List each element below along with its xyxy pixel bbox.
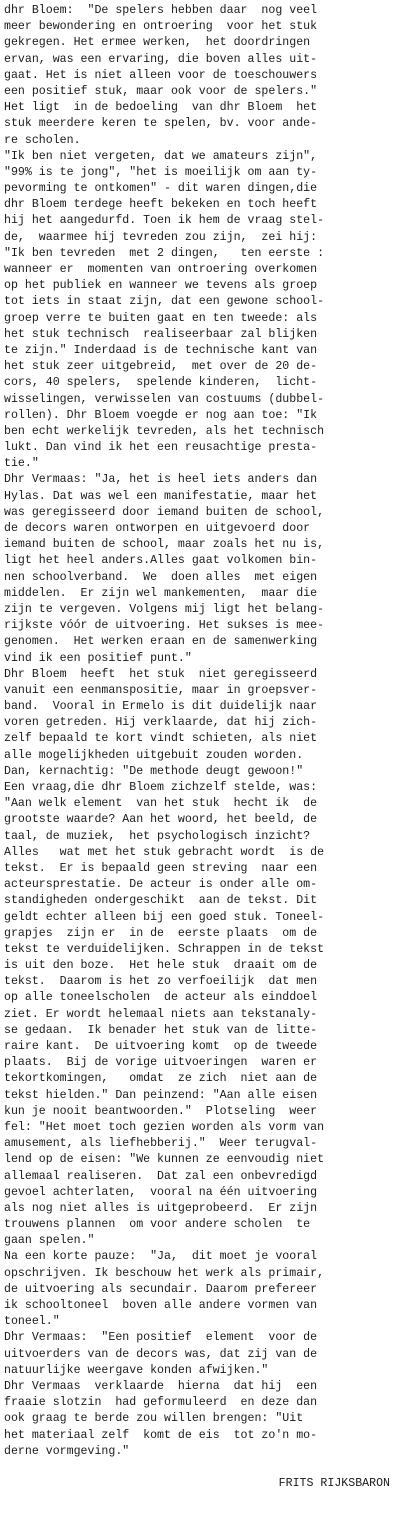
text-line: taal, de muziek, het psychologisch inzicht?	[4, 829, 311, 843]
text-line: groep verre te buiten gaat en ten tweede: als	[4, 311, 318, 325]
text-line: re scholen.	[4, 133, 81, 147]
text-line: dhr Bloem terdege heeft bekeken en toch heeft	[4, 198, 318, 212]
text-line: vind ik een positief punt."	[4, 651, 192, 665]
text-line: "Aan welk element van het stuk hecht ik de	[4, 797, 318, 811]
text-line: Na een korte pauze: "Ja, dit moet je vooral	[4, 1250, 318, 1264]
text-line: stuk meerdere keren te spelen, bv. voor ande-	[4, 117, 318, 131]
text-line: ik schooltoneel boven alle andere vormen van	[4, 1299, 318, 1312]
text-line: een positief stuk, maar ook voor de spelers."	[4, 84, 318, 98]
text-line: ook graag te berde zou willen brengen: "Uit	[4, 1412, 304, 1426]
text-line: alle mogelijkheden uitgebuit zouden worden.	[4, 748, 304, 762]
text-line: ziet. Er wordt helemaal niets aan tekstanaly-	[4, 1007, 318, 1021]
text-line: derne vormgeving."	[4, 1444, 130, 1458]
text-line: gekregen. Het ermee werken, het doordringen	[4, 36, 311, 50]
text-line: middelen. Er zijn wel mankementen, maar die	[4, 586, 318, 600]
text-line: natuurlijke weergave konden afwijken."	[4, 1363, 269, 1377]
text-line: tekst. Er is bepaald geen streving naar een	[4, 861, 318, 875]
text-line: zijn te vergeven. Volgens mij ligt het belang-	[4, 602, 325, 616]
text-line: zelf bepaald te kort vindt schieten, als niet	[4, 732, 318, 746]
text-line: te zijn." Inderdaad is de technische kant van	[4, 343, 318, 357]
text-line: lukt. Dan vind ik het een reusachtige presta-	[4, 441, 318, 455]
text-line: Hylas. Dat was wel een manifestatie, maar het	[4, 489, 318, 503]
text-line: amusement, als liefhebberij." Weer terugval-	[4, 1137, 318, 1151]
text-line: Dhr Vermaas: "Ja, het is heel iets anders dan	[4, 473, 318, 487]
text-line: het stuk zeer uitgebreid, met over de 20 de-	[4, 360, 318, 374]
text-line: band. Vooral in Ermelo is dit duidelijk naar	[4, 700, 318, 714]
article-body	[4, 3, 390, 1460]
text-line: op alle toneelscholen de acteur als einddoel	[4, 991, 318, 1005]
text-line: gevoel achterlaten, vooral na één uitvoering	[4, 1185, 318, 1199]
text-line: opschrijven. Ik beschouw het werk als primair,	[4, 1266, 325, 1280]
text-line: Het ligt in de bedoeling van dhr Bloem het	[4, 101, 318, 115]
text-line: op het publiek en wanneer we tevens als groep	[4, 279, 318, 293]
text-line: allemaal realiseren. Dat zal een onbevredigd	[4, 1169, 318, 1183]
text-line: rollen). Dhr Bloem voegde er nog aan toe: "Ik	[4, 408, 318, 422]
text-line: nen schoolverband. We doen alles met eigen	[4, 570, 318, 584]
text-line: is uit den boze. Het hele stuk draait om de	[4, 959, 318, 973]
text-line: was geregisseerd door iemand buiten de school,	[4, 505, 325, 519]
text-line: lend op de eisen: "We kunnen ze eenvoudig niet	[4, 1153, 325, 1167]
text-line: grootste waarde? Aan het woord, het beeld, de	[4, 813, 318, 827]
text-line: "99% is te jong", "het is moeilijk om aan ty-	[4, 165, 318, 179]
text-line: kun je nooit beantwoorden." Plotseling weer	[4, 1104, 318, 1118]
text-line: het materiaal zelf komt de eis tot zo'n mo-	[4, 1428, 318, 1442]
text-line: vanuit een eenmanspositie, maar in groepsver-	[4, 683, 318, 697]
text-line: het stuk technisch realiseerbaar zal blijken	[4, 327, 318, 341]
text-line: iemand buiten de school, maar zoals het nu is,	[4, 538, 325, 552]
text-line: gaan spelen."	[4, 1234, 95, 1248]
text-line: ervan, was een ervaring, die boven alles uit-	[4, 52, 318, 66]
text-line: plaats. Bij de vorige uitvoeringen waren er	[4, 1056, 318, 1070]
text-line: Alles wat met het stuk gebracht wordt is de	[4, 845, 325, 859]
text-line: wanneer er momenten van ontroering overkomen	[4, 263, 318, 276]
text-line: voren getreden. Hij verklaarde, dat hij zich-	[4, 716, 318, 730]
text-line: "Ik ben tevreden met 2 dingen, ten eerste :	[4, 246, 325, 260]
text-line: tekst. Daarom is het zo verfoeilijk dat men	[4, 975, 318, 989]
text-line: wisselingen, verwisselen van costuums (dubbel-	[4, 392, 325, 406]
text-line: ben echt werkelijk tevreden, als het technisch	[4, 424, 325, 438]
text-line: tot iets in staat zijn, dat een gewone school-	[4, 295, 325, 309]
text-line: als nog niet alles is uitgeprobeerd. Er zijn	[4, 1201, 318, 1215]
text-line: gaat. Het is niet alleen voor de toeschouwers	[4, 68, 318, 82]
text-line: se gedaan. Ik benader het stuk van de litte-	[4, 1023, 318, 1037]
text-line: de decors waren ontworpen en uitgevoerd door	[4, 522, 311, 535]
text-line: tie."	[4, 457, 39, 471]
text-line: de, waarmee hij tevreden zou zijn, zei hij:	[4, 230, 318, 244]
text-line: de uitvoering als secundair. Daarom prefereer	[4, 1282, 318, 1296]
text-line: hij het aangedurfd. Toen ik hem de vraag stel-	[4, 214, 325, 228]
text-line: cors, 40 spelers, spelende kinderen, licht-	[4, 376, 318, 390]
text-line: ligt het heel anders.Alles gaat volkomen bin-	[4, 554, 318, 568]
text-line: acteursprestatie. De acteur is onder alle om-	[4, 878, 318, 892]
text-line: pevorming te ontkomen" - dit waren dingen,die	[4, 182, 318, 196]
text-line: uitvoerders van de decors was, dat zij van de	[4, 1347, 318, 1361]
text-line: Dhr Vermaas verklaarde hierna dat hij een	[4, 1379, 318, 1393]
text-line: tekst hielden." Dan peinzend: "Aan alle eisen	[4, 1088, 318, 1102]
text-line: Dhr Vermaas: "Een positief element voor de	[4, 1331, 318, 1345]
text-line: fraaie slotzin had geformuleerd en deze dan	[4, 1396, 318, 1410]
text-line: tekortkomingen, omdat ze zich niet aan de	[4, 1072, 318, 1086]
text-line: meer bewondering en ontroering voor het stuk	[4, 20, 318, 34]
text-line: rijkste vóór de uitvoering. Het sukses is mee-	[4, 619, 325, 633]
text-line: toneel."	[4, 1315, 60, 1329]
text-line: trouwens plannen om voor andere scholen te	[4, 1218, 311, 1232]
text-line: genomen. Het werken eraan en de samenwerking	[4, 635, 318, 649]
text-line: dhr Bloem: "De spelers hebben daar nog veel	[4, 4, 318, 17]
text-line: Een vraag,die dhr Bloem zichzelf stelde, was:	[4, 781, 318, 794]
text-line: standigheden ondergeschikt aan de tekst. Dit	[4, 894, 318, 908]
text-line: raire kant. De uitvoering komt op de tweede	[4, 1040, 318, 1053]
text-line: geldt echter alleen bij een goed stuk. Toneel-	[4, 910, 325, 924]
author-signature: FRITS RIJKSBARON	[278, 1477, 390, 1490]
text-line: "Ik ben niet vergeten, dat we amateurs zijn",	[4, 149, 318, 163]
text-line: Dhr Bloem heeft het stuk niet geregisseerd	[4, 667, 318, 681]
text-line: grapjes zijn er in de eerste plaats om de	[4, 926, 318, 940]
text-line: Dan, kernachtig: "De methode deugt gewoon!"	[4, 764, 304, 778]
text-line: tekst te verduidelijken. Schrappen in de tekst	[4, 942, 325, 956]
text-line: fel: "Het moet toch gezien worden als vorm van	[4, 1120, 325, 1134]
